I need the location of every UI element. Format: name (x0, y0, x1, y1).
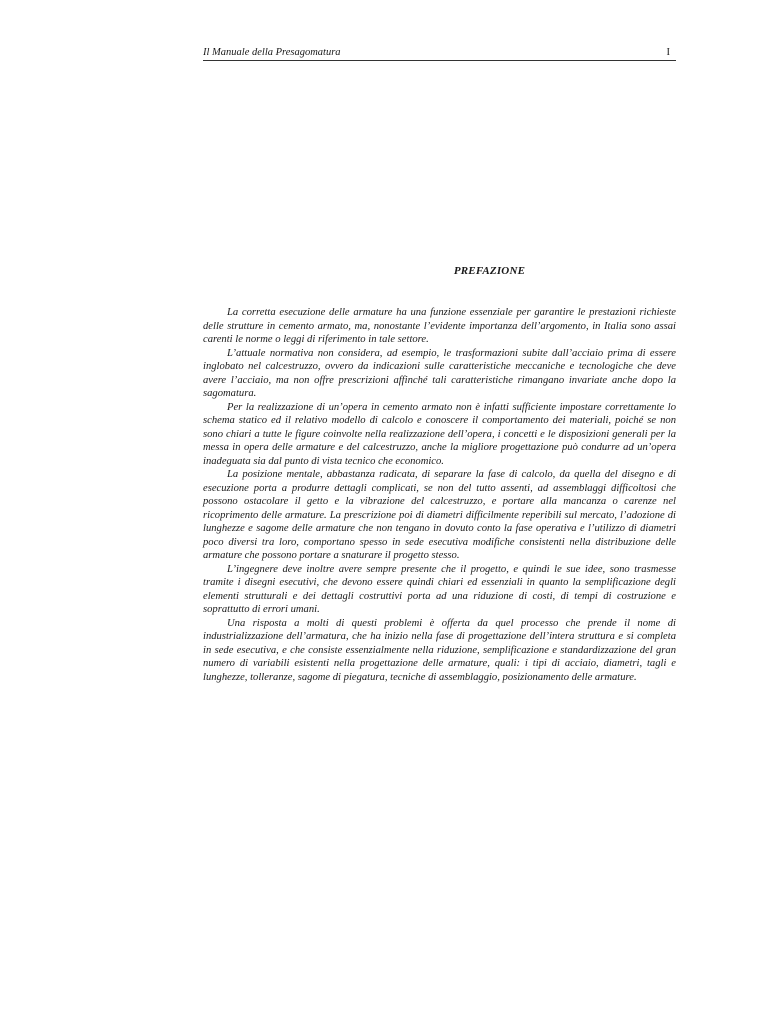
preface-body (203, 306, 676, 684)
page-number: I (666, 47, 670, 58)
running-title: Il Manuale della Presagomatura (203, 47, 341, 58)
paragraph: Per la realizzazione di un’opera in cemento armato non è infatti sufficiente impostare correttamente lo schema statico ed il relativo modello di calcolo e conoscere il comportamento dei materiali, poiché se non sono chiari a tutte le figure coinvolte nella realizzazione dell’opera, i concetti e le disposizioni generali per la messa in opera delle armature e del calcestruzzo, anche la migliore progettazione può condurre ad un’opera inadeguata sia dal punto di vista tecnico che economico. (203, 401, 676, 467)
paragraph: La posizione mentale, abbastanza radicata, di separare la fase di calcolo, da quella del disegno e di esecuzione porta a produrre dettagli complicati, se non del tutto assenti, ad assemblaggi difficoltosi che possono ostacolare il getto e la vibrazione del calcestruzzo, e portare alla mancanza o carenze nel ricoprimento delle armature. La prescrizione poi di diametri difficilmente reperibili sul mercato, l’adozione di lunghezze e sagome delle armature che non tengano in dovuto conto la fase operativa e l’utilizzo di diametri poco diversi tra loro, comportano spesso in sede esecutiva modifiche consistenti nella distribuzione delle armature che possono portare a snaturare il progetto stesso. (203, 469, 676, 561)
paragraph: L’ingegnere deve inoltre avere sempre presente che il progetto, e quindi le sue idee, sono trasmesse tramite i disegni esecutivi, che devono essere quindi chiari ed essenziali in quanto la semplificazione degli elementi strutturali e dei dettagli costruttivi porta ad una riduzione di costi, di tempi di costruzione e soprattutto di errori umani. (203, 563, 676, 615)
paragraph: L’attuale normativa non considera, ad esempio, le trasformazioni subite dall’acciaio prima di essere inglobato nel calcestruzzo, ovvero da indicazioni sulle caratteristiche meccaniche e tecnologiche che deve avere l’acciaio, ma non offre prescrizioni affinché tali caratteristiche rimangano invariate anche dopo la sagomatura. (203, 347, 676, 399)
section-title: PREFAZIONE (453, 265, 526, 277)
page-header (203, 44, 676, 61)
paragraph: La corretta esecuzione delle armature ha una funzione essenziale per garantire le prestazioni richieste delle strutture in cemento armato, ma, nonostante l’evidente importanza dell’argomento, in Italia sono assai carenti le norme o leggi di riferimento in tale settore. (203, 307, 676, 345)
paragraph: Una risposta a molti di questi problemi è offerta da quel processo che prende il nome di industrializzazione dell’armatura, che ha inizio nella fase di progettazione dell’intera struttura e si completa in sede esecutiva, e che consiste essenzialmente nella riduzione, semplificazione e standardizzazione del gran numero di variabili esistenti nella progettazione delle armature, quali: i tipi di acciaio, diametri, tagli e lunghezze, tolleranze, sagome di piegatura, tecniche di assemblaggio, posizionamento delle armature. (203, 617, 676, 683)
